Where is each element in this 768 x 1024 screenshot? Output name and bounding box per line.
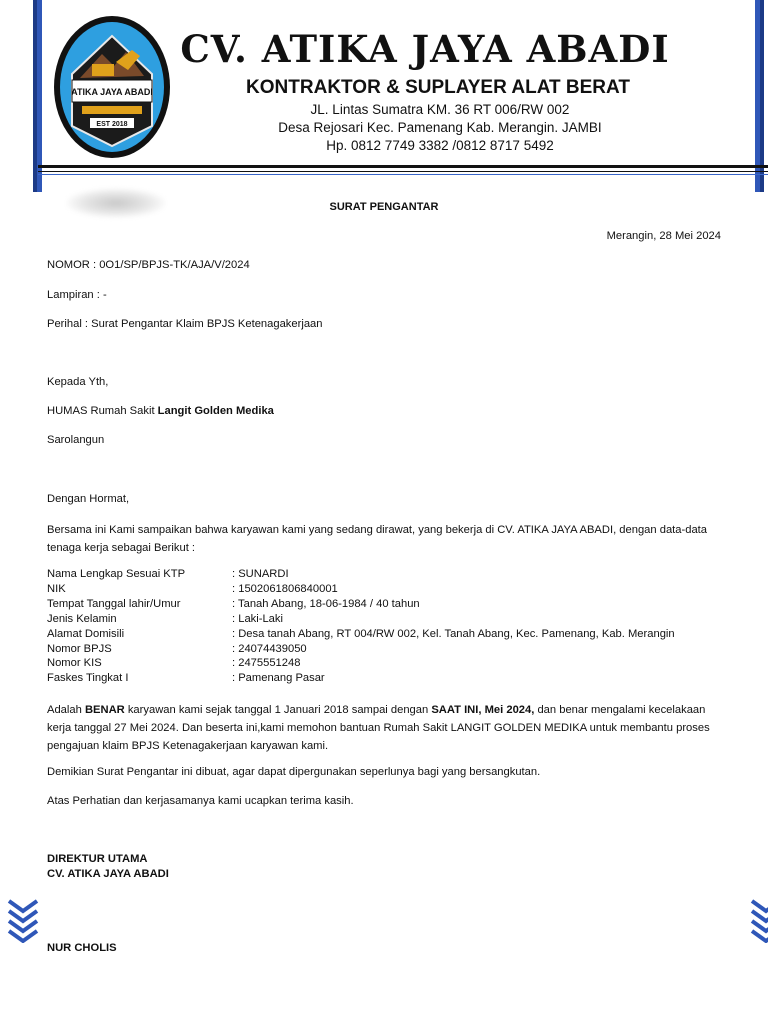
letter-attachment: Lampiran : - — [47, 289, 107, 301]
addressee-hospital: Langit Golden Medika — [157, 405, 274, 417]
address-line-2: Desa Rejosari Kec. Pamenang Kab. Merangin. JAMBI — [278, 120, 602, 135]
field-value: : Tanah Abang, 18-06-1984 / 40 tahun — [232, 598, 420, 610]
field-label: Nomor KIS — [47, 657, 102, 669]
phone-line: Hp. 0812 7749 3382 /0812 8717 5492 — [326, 138, 554, 153]
letter-subject: Perihal : Surat Pengantar Klaim BPJS Ketenagakerjaan — [47, 318, 323, 330]
addressee-city: Sarolangun — [47, 434, 105, 446]
statement-benar: BENAR — [84, 704, 125, 716]
closing-sentence: Demikian Surat Pengantar ini dibuat, agar dapat dipergunakan seperlunya bagi yang bersangkutan. — [47, 766, 541, 778]
header-rule-thin — [38, 171, 768, 172]
thanks-sentence: Atas Perhatian dan kerjasamanya kami ucapkan terima kasih. — [47, 795, 354, 807]
statement-period: SAAT INI, Mei 2024, — [431, 704, 535, 716]
company-address — [220, 101, 660, 155]
statement-part-1: Adalah — [47, 704, 85, 716]
letter-title: SURAT PENGANTAR — [329, 201, 439, 213]
header-rule-thick — [38, 165, 768, 168]
field-value: : SUNARDI — [232, 568, 289, 580]
signatory-name: NUR CHOLIS — [47, 942, 117, 954]
logo-est: EST 2018 — [96, 121, 128, 128]
letter-date: Merangin, 28 Mei 2024 — [606, 230, 721, 242]
header-rule-blue — [38, 174, 768, 175]
salutation: Dengan Hormat, — [47, 493, 130, 505]
field-value: : Pamenang Pasar — [232, 672, 325, 684]
intro-paragraph: Bersama ini Kami sampaikan bahwa karyawan kami yang sedang dirawat, yang bekerja di CV. ATIKA JAYA ABADI, dengan data-data tenaga kerja sebagai Berikut : — [47, 524, 708, 554]
field-label: Faskes Tingkat I — [47, 672, 129, 684]
field-label: Alamat Domisili — [47, 628, 125, 640]
field-value: : 24074439050 — [232, 643, 307, 655]
letter-number: NOMOR : 0O1/SP/BPJS-TK/AJA/V/2024 — [47, 259, 250, 271]
field-label: NIK — [47, 583, 66, 595]
field-label: Jenis Kelamin — [47, 613, 117, 625]
header-right-bar-accent — [760, 0, 764, 192]
company-subtitle: KONTRAKTOR & SUPLAYER ALAT BERAT — [246, 77, 630, 98]
address-line-1: JL. Lintas Sumatra KM. 36 RT 006/RW 002 — [310, 102, 570, 117]
statement-part-2: karyawan kami sejak tanggal 1 Januari 2018 sampai dengan — [124, 704, 432, 716]
addressee-greeting: Kepada Yth, — [47, 376, 109, 388]
logo-text: ATIKA JAYA ABADI — [71, 87, 153, 97]
statement-part-3: dan benar mengalami kecelakaan kerja tanggal 27 Mei 2024. Dan beserta ini,kami memohon bantuan Rumah Sakit LANGIT GOLDEN MEDIKA untuk membantu proses pengajuan klaim BPJS Ketenagakerjaan karyawan kami. — [47, 704, 710, 752]
field-value: : Desa tanah Abang, RT 004/RW 002, Kel. Tanah Abang, Kec. Pamenang, Kab. Merangin — [232, 628, 675, 640]
field-value: : 1502061806840001 — [232, 583, 338, 595]
header-left-bar-accent — [33, 0, 37, 192]
statement-paragraph — [47, 701, 727, 755]
field-label: Nomor BPJS — [47, 643, 112, 655]
company-name: CV. ATIKA JAYA ABADI — [180, 27, 670, 71]
field-label: Tempat Tanggal lahir/Umur — [47, 598, 181, 610]
chevron-down-icon — [7, 897, 39, 943]
field-value: : Laki-Laki — [232, 613, 283, 625]
addressee-prefix: HUMAS Rumah Sakit — [47, 405, 158, 417]
field-value: : 2475551248 — [232, 657, 301, 669]
chevron-down-icon — [750, 897, 768, 943]
addressee — [47, 405, 274, 417]
company-logo — [52, 14, 172, 160]
signatory-title: DIREKTUR UTAMA — [47, 853, 148, 865]
field-label: Nama Lengkap Sesuai KTP — [47, 568, 186, 580]
signatory-company: CV. ATIKA JAYA ABADI — [47, 868, 169, 880]
